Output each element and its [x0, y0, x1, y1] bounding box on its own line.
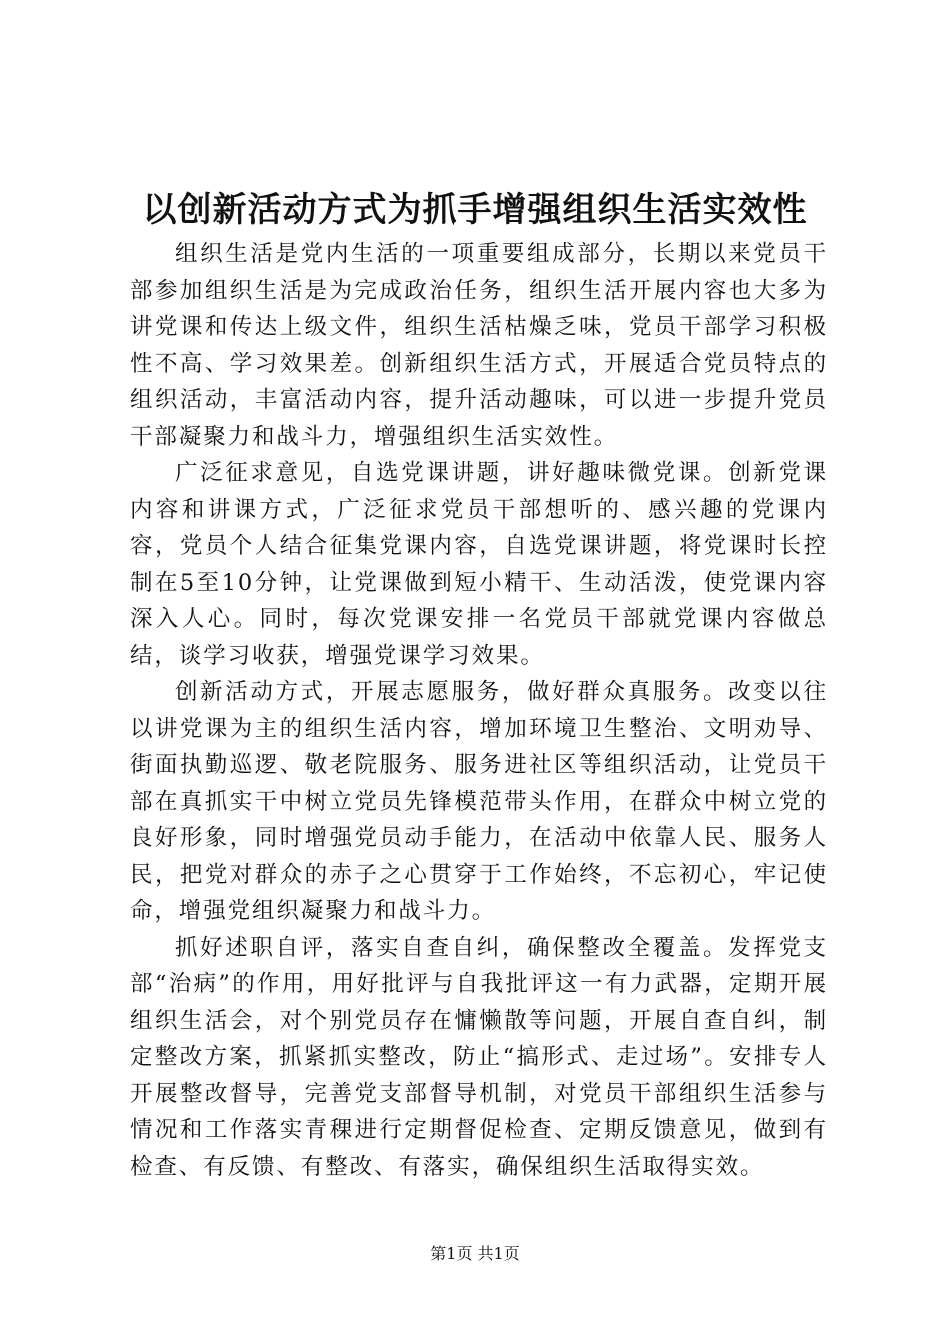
page-footer: 第1页 共1页 [430, 1244, 520, 1263]
paragraph-2: 广泛征求意见，自选党课讲题，讲好趣味微党课。创新党课内容和讲课方式，广泛征求党员干部想听的、感兴趣的党课内容，党员个人结合征集党课内容，自选党课讲题，将党课时长控制在5至10分钟，让党课做到短小精干、生动活泼，使党课内容深入人心。同时，每次党课安排一名党员干部就党课内容做总结，谈学习收获，增强党课学习效果。 [130, 460, 828, 669]
paragraph-3: 创新活动方式，开展志愿服务，做好群众真服务。改变以往以讲党课为主的组织生活内容，增加环境卫生整治、文明劝导、街面执勤巡逻、敬老院服务、服务进社区等组织活动，让党员干部在真抓实干中树立党员先锋模范带头作用，在群众中树立党的良好形象，同时增强党员动手能力，在活动中依靠人民、服务人民，把党对群众的赤子之心贯穿于工作始终，不忘初心，牢记使命，增强党组织凝聚力和战斗力。 [130, 679, 828, 924]
paragraph-1: 组织生活是党内生活的一项重要组成部分，长期以来党员干部参加组织生活是为完成政治任务，组织生活开展内容也大多为讲党课和传达上级文件，组织生活枯燥乏味，党员干部学习积极性不高、学习效果差。创新组织生活方式，开展适合党员特点的组织活动，丰富活动内容，提升活动趣味，可以进一步提升党员干部凝聚力和战斗力，增强组织生活实效性。 [130, 241, 828, 450]
document-body [130, 236, 828, 1185]
paragraph-4: 抓好述职自评，落实自查自纠，确保整改全覆盖。发挥党支部“治病”的作用，用好批评与自我批评这一有力武器，定期开展组织生活会，对个别党员存在慵懒散等问题，开展自查自纠，制定整改方案，抓紧抓实整改，防止“搞形式、走过场”。安排专人开展整改督导，完善党支部督导机制，对党员干部组织生活参与情况和工作落实青稞进行定期督促检查、定期反馈意见，做到有检查、有反馈、有整改、有落实，确保组织生活取得实效。 [130, 934, 828, 1180]
document-title: 以创新活动方式为抓手增强组织生活实效性 [142, 190, 808, 230]
